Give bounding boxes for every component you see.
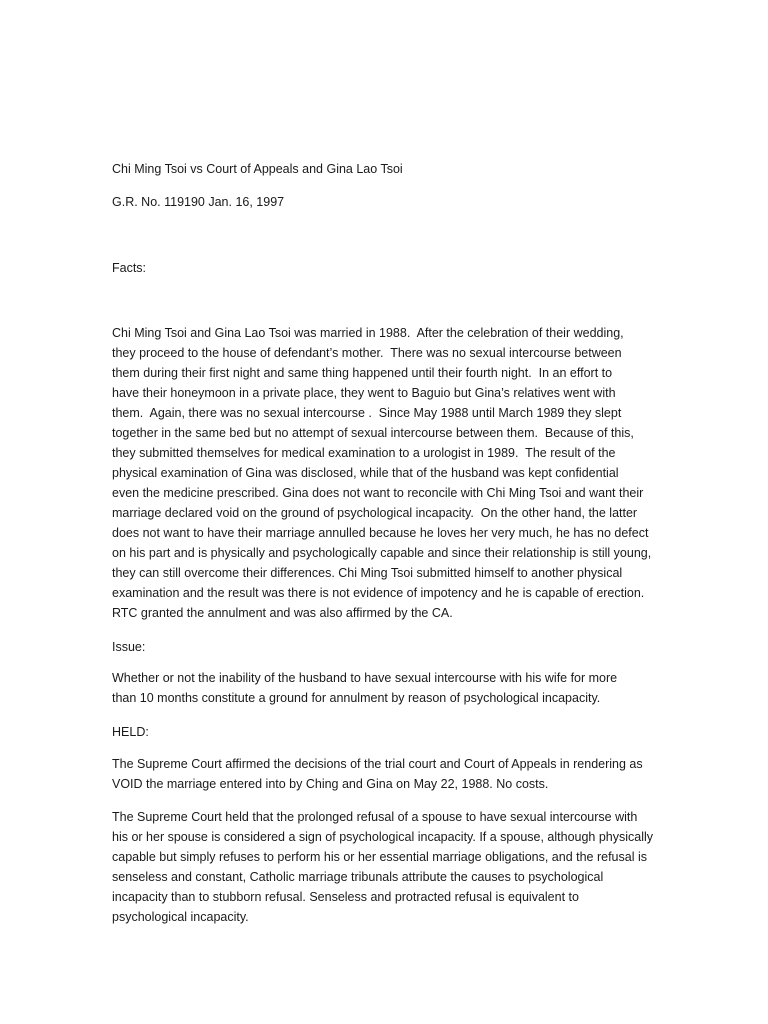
text-line: psychological incapacity. xyxy=(112,910,249,924)
text-line: on his part and is physically and psychologically capable and since their relationship is still young, xyxy=(112,546,652,560)
text-line: they submitted themselves for medical examination to a urologist in 1989. The result of the xyxy=(112,446,616,460)
text-line: capable but simply refuses to perform his or her essential marriage obligations, and the refusal is xyxy=(112,850,647,864)
text-line: RTC granted the annulment and was also affirmed by the CA. xyxy=(112,606,453,620)
text-line: examination and the result was there is not evidence of impotency and he is capable of erection. xyxy=(112,586,645,600)
document-title: Chi Ming Tsoi vs Court of Appeals and Gina Lao Tsoi xyxy=(112,162,403,176)
facts-paragraph xyxy=(112,323,651,623)
text-line: than 10 months constitute a ground for annulment by reason of psychological incapacity. xyxy=(112,691,601,705)
text-line: they proceed to the house of defendant’s mother. There was no sexual intercourse between xyxy=(112,346,622,360)
text-line: The Supreme Court held that the prolonged refusal of a spouse to have sexual intercourse with xyxy=(112,810,638,824)
text-line: incapacity than to stubborn refusal. Senseless and protracted refusal is equivalent to xyxy=(112,890,579,904)
held-heading: HELD: xyxy=(112,725,149,739)
facts-heading: Facts: xyxy=(112,261,147,275)
document-page xyxy=(112,0,660,1024)
held-paragraph-2 xyxy=(112,807,653,927)
text-line: The Supreme Court affirmed the decisions of the trial court and Court of Appeals in rendering as xyxy=(112,757,643,771)
text-line: Whether or not the inability of the husband to have sexual intercourse with his wife for more xyxy=(112,671,618,685)
text-line: does not want to have their marriage annulled because he loves her very much, he has no defect xyxy=(112,526,649,540)
text-line: marriage declared void on the ground of psychological incapacity. On the other hand, the latter xyxy=(112,506,638,520)
text-line: them during their first night and same thing happened until their fourth night. In an effort to xyxy=(112,366,613,380)
text-line: physical examination of Gina was disclosed, while that of the husband was kept confidential xyxy=(112,466,619,480)
case-reference: G.R. No. 119190 Jan. 16, 1997 xyxy=(112,195,285,209)
text-line: them. Again, there was no sexual intercourse . Since May 1988 until March 1989 they slept xyxy=(112,406,622,420)
text-line: his or her spouse is considered a sign of psychological incapacity. If a spouse, although physically xyxy=(112,830,654,844)
issue-heading: Issue: xyxy=(112,640,146,654)
text-line: even the medicine prescribed. Gina does not want to reconcile with Chi Ming Tsoi and want their xyxy=(112,486,644,500)
issue-paragraph xyxy=(112,668,617,708)
text-line: senseless and constant, Catholic marriage tribunals attribute the causes to psychological xyxy=(112,870,604,884)
text-line: have their honeymoon in a private place, they went to Baguio but Gina’s relatives went with xyxy=(112,386,616,400)
text-line: they can still overcome their differences. Chi Ming Tsoi submitted himself to another physical xyxy=(112,566,623,580)
text-line: Chi Ming Tsoi and Gina Lao Tsoi was married in 1988. After the celebration of their wedding, xyxy=(112,326,624,340)
held-paragraph-1 xyxy=(112,754,643,794)
text-line: VOID the marriage entered into by Ching and Gina on May 22, 1988. No costs. xyxy=(112,777,549,791)
text-line: together in the same bed but no attempt of sexual intercourse between them. Because of this, xyxy=(112,426,634,440)
